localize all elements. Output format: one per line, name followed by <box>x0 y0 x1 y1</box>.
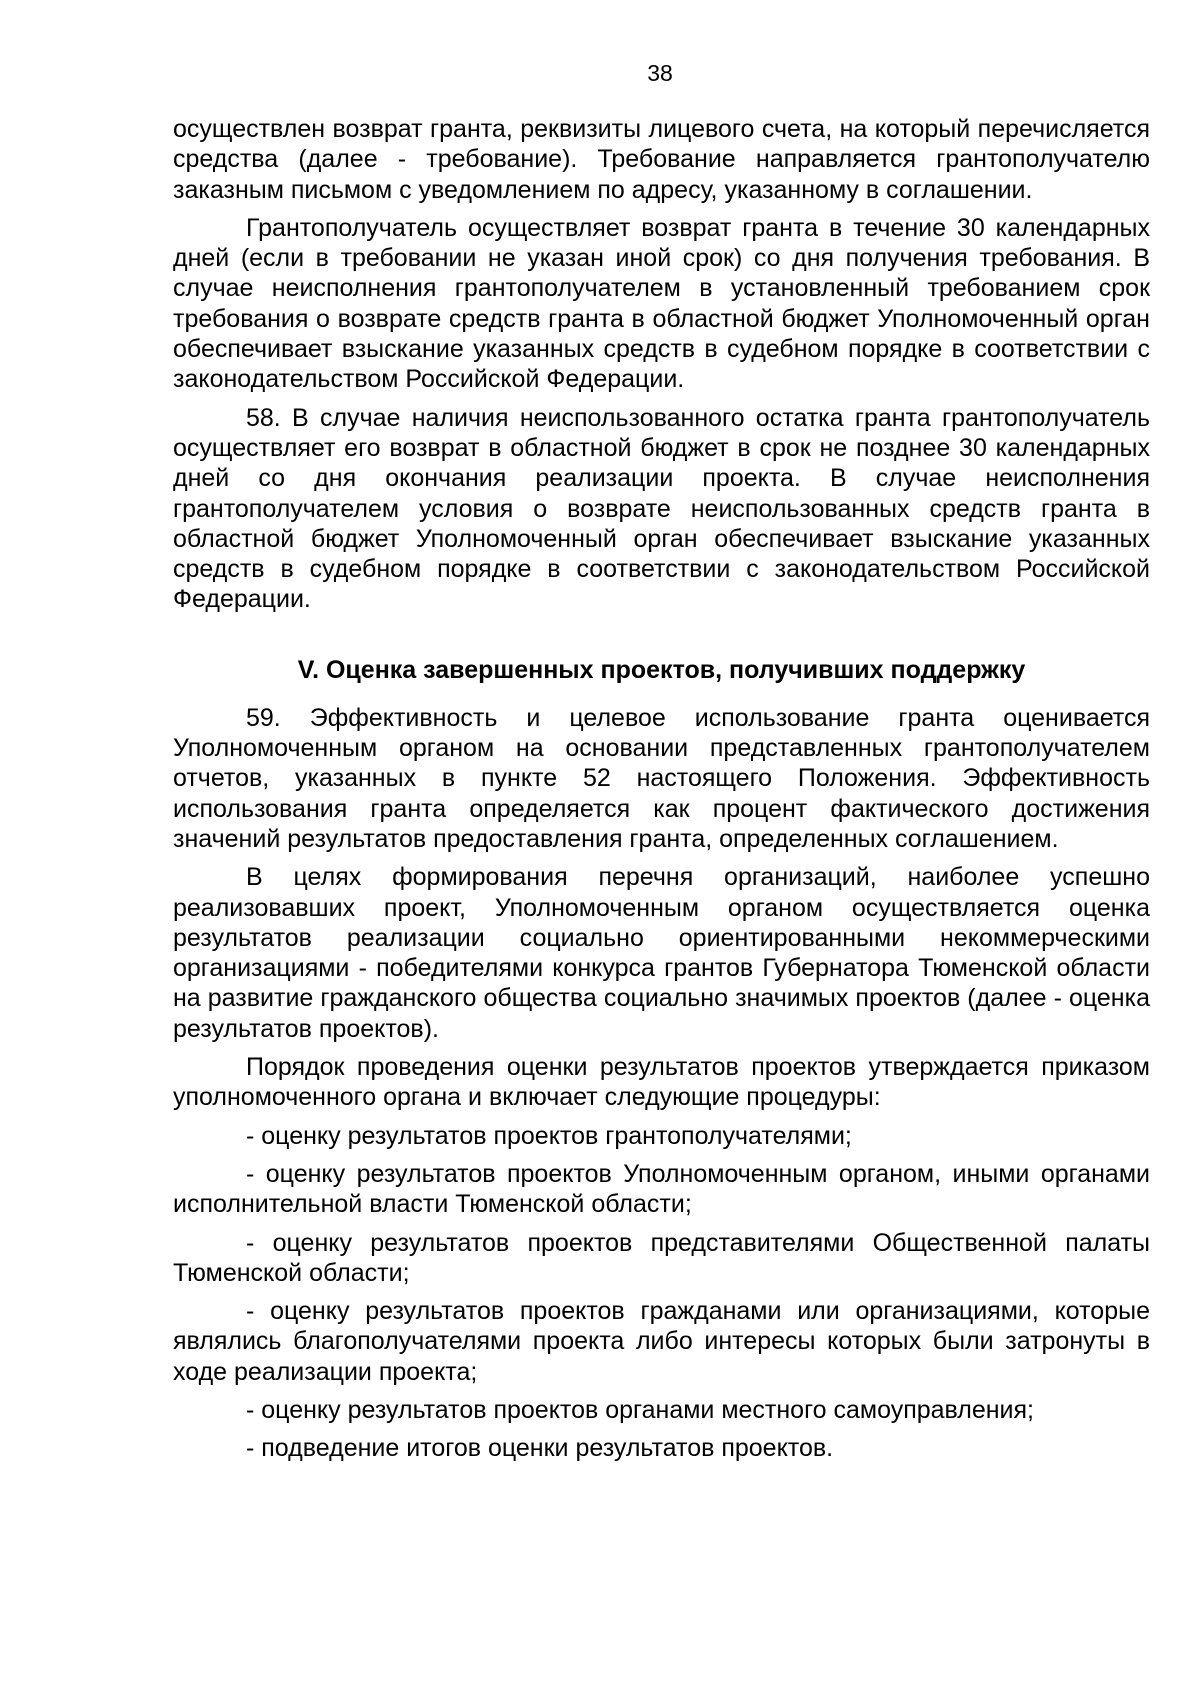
paragraph-procedure-5: - оценку результатов проектов органами местного самоуправления; <box>246 1395 1035 1424</box>
paragraphs-before-heading <box>173 114 1150 615</box>
paragraph-item-58: 58. В случае наличия неиспользованного остатка гранта грантополучатель осуществляет его возврат в областной бюджет в срок не позднее 30 календарных дней со дня окончания реализации проекта. В случае неисполнения грантополучателем условия о возврате неиспользованных средств гранта в областной бюджет Уполномоченный орган обеспечивает взыскание указанных средств в судебном порядке в соответствии с законодательством Российской Федерации. <box>173 403 1150 614</box>
paragraph-return-within-30-days: Грантополучатель осуществляет возврат гранта в течение 30 календарных дней (если в требовании не указан иной срок) со дня получения требования. В случае неисполнения грантополучателем в установленный требованием срок требования о возврате средств гранта в областной бюджет Уполномоченный орган обеспечивает взыскание указанных средств в судебном порядке в соответствии с законодательством Российской Федерации. <box>173 213 1150 394</box>
paragraph-evaluation-procedure: Порядок проведения оценки результатов проектов утверждается приказом уполномоченного органа и включает следующие процедуры: <box>173 1053 1150 1112</box>
paragraph-evaluation-purpose: В целях формирования перечня организаций, наиболее успешно реализовавших проект, Уполномоченным органом осуществляется оценка результатов реализации социально ориентированными некоммерческими организациями - победителями конкурса грантов Губернатора Тюменской области на развитие гражданского общества социально значимых проектов (далее - оценка результатов проектов). <box>173 863 1150 1043</box>
paragraph-procedure-2: - оценку результатов проектов Уполномоченным органом, иными органами исполнительной власти Тюменской области; <box>173 1159 1150 1219</box>
paragraph-procedure-6: - подведение итогов оценки результатов проектов. <box>246 1434 834 1463</box>
paragraph-continuation: осуществлен возврат гранта, реквизиты лицевого счета, на который перечисляется средства (далее - требование). Требование направляется грантополучателю заказным письмом с уведомлением по адресу, указанному в соглашении. <box>173 115 1150 204</box>
paragraphs-after-heading <box>173 703 1150 1464</box>
section-heading: V. Оценка завершенных проектов, получивших поддержку <box>297 655 1026 684</box>
document-body <box>173 114 1150 1472</box>
paragraph-procedure-1: - оценку результатов проектов грантополучателями; <box>246 1121 852 1150</box>
paragraph-procedure-3: - оценку результатов проектов представителями Общественной палаты Тюменской области; <box>173 1228 1150 1287</box>
paragraph-item-59: 59. Эффективность и целевое использование гранта оценивается Уполномоченным органом на основании представленных грантополучателем отчетов, указанных в пункте 52 настоящего Положения. Эффективность использования гранта определяется как процент фактического достижения значений результатов предоставления гранта, определенных соглашением. <box>173 703 1150 853</box>
paragraph-procedure-4: - оценку результатов проектов гражданами или организациями, которые являлись благополучателями проекта либо интересы которых были затронуты в ходе реализации проекта; <box>173 1297 1150 1386</box>
page-number: 38 <box>647 60 673 86</box>
